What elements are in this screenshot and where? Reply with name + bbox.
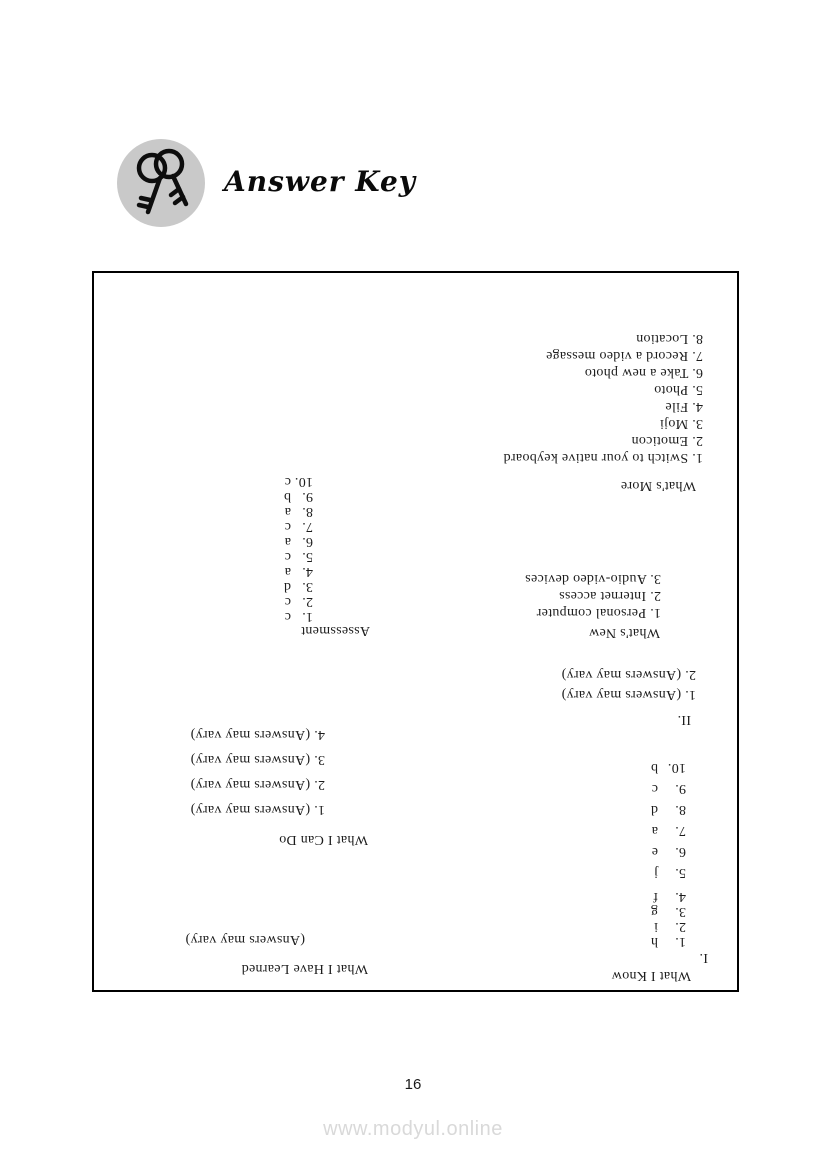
- answer-item: 5. Photo: [653, 382, 703, 397]
- answer-item: 2.i: [653, 919, 686, 934]
- answer-item: 2. (Answers may vary): [561, 667, 696, 682]
- answer-item: 2. Emoticon: [631, 433, 703, 448]
- answer-item: 3. Audio-video devices: [524, 571, 661, 586]
- answer-item: 7.c: [284, 519, 313, 534]
- keys-icon: [117, 139, 205, 227]
- part-two-answer-list: [561, 664, 696, 704]
- what-i-can-do-answer-list: [190, 722, 325, 822]
- answer-item: 9.c: [651, 781, 686, 796]
- what-i-know-answer-list: [651, 757, 686, 949]
- assessment-answer-list: [284, 474, 313, 624]
- watermark: www.modyul.online: [323, 1118, 503, 1140]
- section-title-assessment: Assessment: [300, 623, 370, 638]
- answer-item: 1.c: [284, 609, 313, 624]
- answer-item: 2. (Answers may vary): [190, 777, 325, 792]
- answer-item: 10.c: [284, 474, 313, 489]
- answer-box: [92, 271, 739, 992]
- answer-item: 1.h: [650, 934, 686, 949]
- answer-item: 7.a: [651, 823, 686, 838]
- answer-item: 7. Record a video message: [545, 348, 703, 363]
- answer-item: 9.b: [283, 489, 313, 504]
- answer-item: 8.d: [650, 802, 686, 817]
- answer-item: 4.f: [653, 889, 686, 904]
- answer-item: 6.a: [284, 534, 313, 549]
- answer-item: 4. File: [665, 399, 703, 414]
- page-title: Answer Key: [224, 165, 417, 198]
- section-title-what-i-have-learned: What I Have Learned: [241, 961, 368, 976]
- answer-item: 4.a: [284, 564, 313, 579]
- answer-item: 5.c: [284, 549, 313, 564]
- part-two-label: II.: [677, 712, 691, 727]
- answer-item: 8. Location: [635, 331, 703, 346]
- answer-item: 2.c: [284, 594, 313, 609]
- section-title-whats-more: What's More: [620, 478, 696, 493]
- answer-box-content: [94, 273, 737, 990]
- answer-item: 3.d: [283, 579, 313, 594]
- whats-new-answer-list: [525, 570, 661, 621]
- answer-item: 2. Internet access: [558, 588, 661, 603]
- answer-item: 4. (Answers may vary): [190, 727, 325, 742]
- answer-item: 3.g: [650, 904, 686, 919]
- whats-more-answer-list: [503, 330, 703, 466]
- part-one-label: I.: [699, 950, 708, 965]
- answer-item: 1. Switch to your native keyboard: [503, 450, 703, 465]
- answer-item: 1. Personal computer: [536, 605, 661, 620]
- answer-item: 5.j: [653, 865, 686, 880]
- answer-item: 8.a: [284, 504, 313, 519]
- answer-item: 1. (Answers may vary): [190, 802, 325, 817]
- section-title-whats-new: What's New: [588, 625, 660, 640]
- page-number: 16: [404, 1076, 422, 1093]
- answer-item: 6. Take a new photo: [584, 365, 703, 380]
- answer-item: 6.e: [651, 844, 686, 859]
- section-title-what-i-know: What I Know: [611, 968, 691, 983]
- what-i-have-learned-note: (Answers may vary): [185, 932, 305, 947]
- answer-item: 1. (Answers may vary): [561, 687, 696, 702]
- answer-item: 10.b: [650, 760, 686, 775]
- section-title-what-i-can-do: What I Can Do: [278, 832, 368, 847]
- answer-item: 3. Moji: [659, 416, 703, 431]
- answer-item: 3. (Answers may vary): [190, 752, 325, 767]
